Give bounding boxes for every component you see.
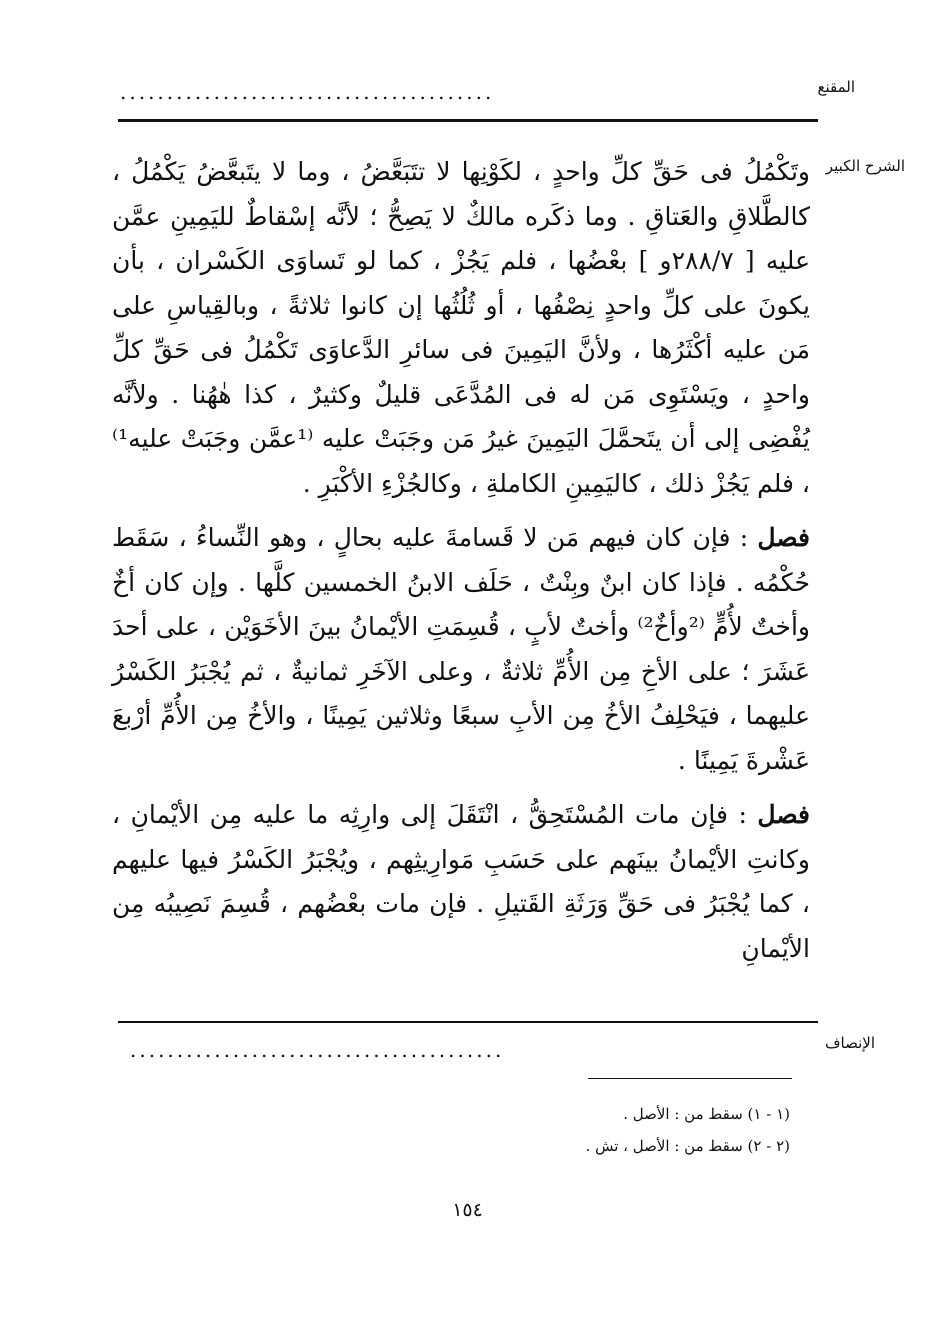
- main-text: [112, 150, 810, 971]
- book-title-label: المقنع: [817, 78, 855, 96]
- footnote-2: (٢ - ٢) سقط من : الأصل ، تش .: [585, 1137, 790, 1155]
- header-dotted-line: ........................................: [120, 82, 495, 102]
- fasl-heading: فصل: [757, 523, 810, 552]
- footnotes: [430, 1098, 790, 1162]
- sharh-label: الشرح الكبير: [825, 157, 905, 175]
- insaf-label: الإنصاف: [824, 1034, 875, 1052]
- insaf-dotted-line: ........................................: [130, 1040, 505, 1060]
- paragraph-1: وتَكْمُلُ فى حَقِّ كلِّ واحدٍ ، لكَوْنِها لا تتَبَعَّضُ ، وما لا يتَبعَّضُ يَكْمُلُ ، كالطَّلاقِ والعَتاقِ . وما ذكَره مالكٌ لا يَصِحُّ ؛ لأنَّه إسْقاطٌ لليَمِينِ عمَّن عليه [ ٢٨٨/٧و ] بعْضُها ، فلم يَجُزْ ، كما لو تَساوَى الكَسْران ، بأن يكونَ على كلِّ واحدٍ نِصْفُها ، أو ثُلُثُها إن كانوا ثلاثةً ، وبالقِياسِ على مَن عليه أكْثَرُها ، ولأنَّ اليَمِينَ فى سائرِ الدَّعاوَى تَكْمُلُ فى حَقِّ كلِّ واحدٍ ، ويَسْتَوِى مَن له فى المُدَّعَى قليلٌ وكثيرٌ ، كذا هٰهُنا . ولأنَّه يُفْضِى إلى أن يتَحمَّلَ اليَمِينَ غيرُ مَن وجَبَتْ عليه ⁽¹عمَّن وجَبَتْ عليه¹⁾ ، فلم يَجُزْ ذلك ، كاليَمِينِ الكاملةِ ، وكالجُزْءِ الأكْبَرِ .: [112, 157, 810, 498]
- footnote-1: (١ - ١) سقط من : الأصل .: [623, 1105, 790, 1123]
- header-rule: [118, 119, 818, 122]
- page-number: ١٥٤: [452, 1199, 483, 1221]
- insaf-rule: [118, 1021, 818, 1023]
- paragraph-3-text: : فإن مات المُسْتَحِقُّ ، انْتَقَلَ إلى وارِثِه ما عليه مِن الأيْمانِ ، وكانتِ الأيْمانُ بينَهم على حَسَبِ مَوارِيثِهم ، ويُجْبَرُ الكَسْرُ فيها عليهم ، كما يُجْبَرُ فى حَقِّ وَرَثَةِ القَتيلِ . فإن مات بعْضُهم ، قُسِمَ نَصِيبُه مِن الأيْمانِ: [112, 800, 810, 963]
- fasl-heading: فصل: [757, 800, 810, 829]
- paragraph-2-text: : فإن كان فيهم مَن لا قَسامةَ عليه بحالٍ ، وهو النِّساءُ ، سَقَط حُكْمُه . فإذا كان ابنٌ وبِنْتٌ ، حَلَف الابنُ الخمسين كلَّها . وإن كان أخٌ وأختٌ لأُمٍّ ⁽²وأخٌ²⁾ وأختٌ لأبٍ ، قُسِمَتِ الأيْمانُ بينَ الأخَوَيْن ، على أحدَ عَشَرَ ؛ على الأخِ مِن الأُمِّ ثلاثةٌ ، وعلى الآخَرِ ثمانيةٌ ، ثم يُجْبَرُ الكَسْرُ عليهما ، فيَحْلِفُ الأخُ مِن الأبِ سبعًا وثلاثين يَمِينًا ، والأخُ مِن الأُمِّ أرْبعَ عَشْرةَ يَمِينًا .: [112, 523, 810, 775]
- paragraph-2: [112, 516, 810, 783]
- paragraph-3: [112, 793, 810, 971]
- footnote-separator: [588, 1078, 792, 1079]
